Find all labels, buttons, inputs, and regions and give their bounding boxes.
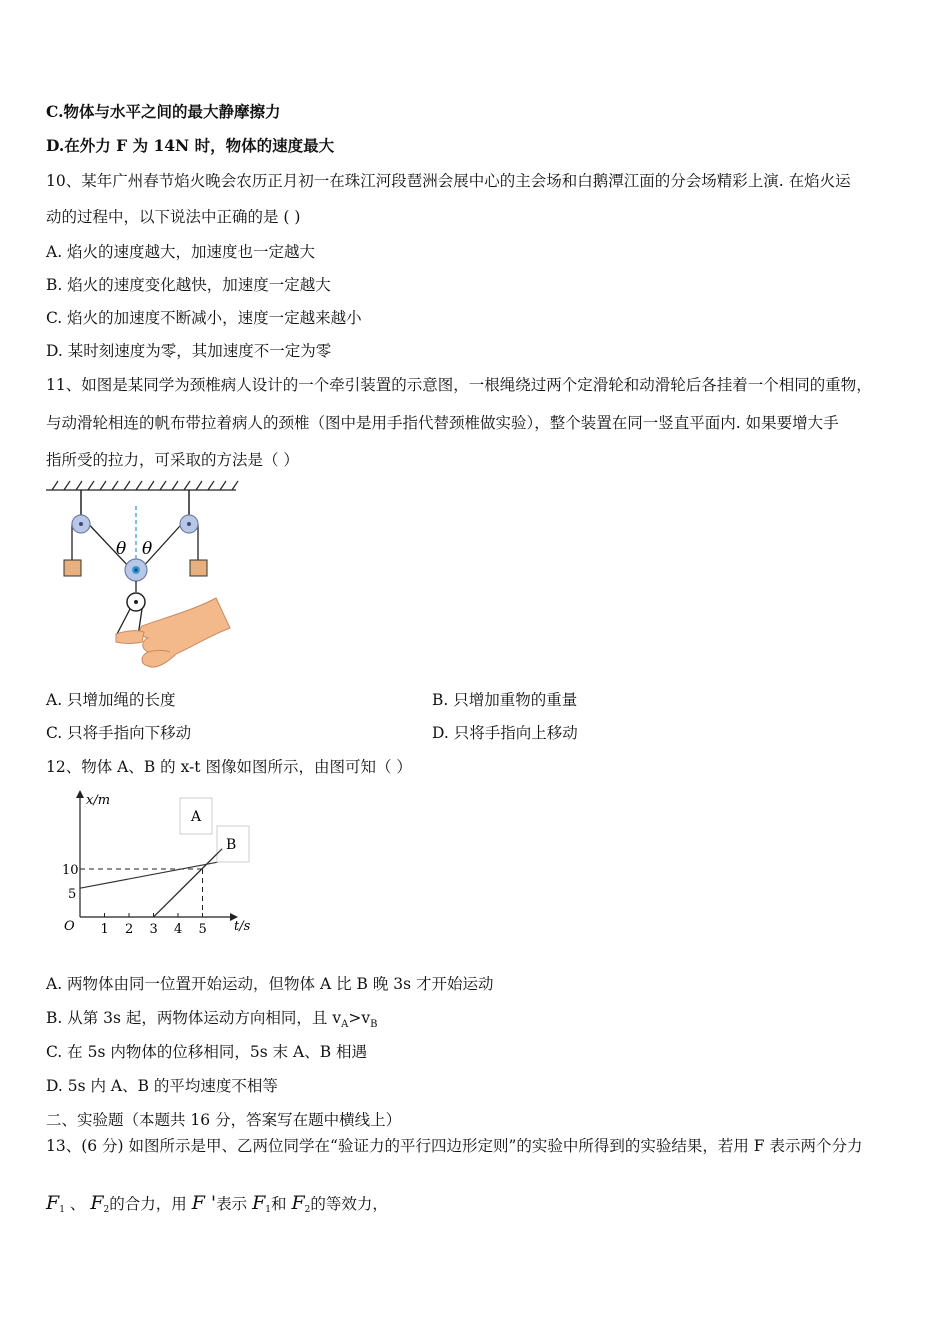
q13-stem-line1: 13、(6 分) 如图所示是甲、乙两位同学在“验证力的平行四边形定则”的实验中所得到的实验结果，若用 F 表示两个分力 [46, 1137, 863, 1155]
movable-pulley [125, 559, 147, 581]
q12-option-d: D. 5s 内 A、B 的平均速度不相等 [46, 1077, 278, 1095]
y-tick-label: 5 [68, 887, 77, 902]
q10-option-d: D. 某时刻速度为零，其加速度不一定为零 [46, 342, 332, 360]
q11-option-c: C. 只将手指向下移动 [46, 724, 192, 742]
q10-option-b: B. 焰火的速度变化越快，加速度一定越大 [46, 276, 331, 294]
q12-option-a: A. 两物体由同一位置开始运动，但物体 A 比 B 晚 3s 才开始运动 [46, 975, 494, 993]
q11-stem-line2: 与动滑轮相连的帆布带拉着病人的颈椎（图中是用手指代替颈椎做实验），整个装置在同一竖直平面内. 如果要增大手 [46, 414, 839, 432]
x-tick-label: 5 [198, 922, 207, 937]
x-axis-label: t/s [234, 919, 251, 934]
x-tick-label: 4 [174, 922, 183, 937]
x-tick-label: 2 [125, 922, 134, 937]
weight-left [64, 560, 81, 576]
q11-stem-line3: 指所受的拉力，可采取的方法是（ ） [46, 451, 299, 469]
q11-option-a: A. 只增加绳的长度 [46, 691, 176, 709]
x-tick-label: 1 [100, 922, 109, 937]
x-tick-label: 3 [149, 922, 158, 937]
angle-theta-right: θ [142, 539, 153, 559]
q10-stem-line2: 动的过程中，以下说法中正确的是 ( ) [46, 208, 301, 226]
y-axis-label: x/m [86, 793, 111, 808]
series-line-a-overlay [154, 849, 223, 917]
q9-option-c: C.物体与水平之间的最大静摩擦力 [46, 102, 281, 121]
q10-option-a: A. 焰火的速度越大，加速度也一定越大 [46, 243, 316, 261]
series-label-b: B [226, 837, 237, 853]
y-axis-arrow [76, 790, 84, 798]
angle-theta-left: θ [116, 539, 127, 559]
q11-option-b: B. 只增加重物的重量 [432, 691, 578, 709]
series-label-a: A [191, 809, 202, 825]
fixed-pulley-left [72, 515, 90, 533]
q10-stem-line1: 10、某年广州春节焰火晚会农历正月初一在珠江河段琶洲会展中心的主会场和白鹅潭江面的分会场精彩上演. 在焰火运 [46, 172, 851, 190]
q11-stem-line1: 11、如图是某同学为颈椎病人设计的一个牵引装置的示意图，一根绳绕过两个定滑轮和动滑轮后各挂着一个相同的重物， [46, 376, 872, 394]
section-title-experiment: 二、实验题（本题共 16 分，答案写在题中横线上） [46, 1111, 402, 1129]
series-line-b [80, 861, 222, 888]
weight-right [190, 560, 207, 576]
q11-option-d: D. 只将手指向上移动 [432, 724, 578, 742]
traction-device-figure [44, 478, 244, 678]
q10-option-c: C. 焰火的加速度不断减小，速度一定越来越小 [46, 309, 362, 327]
origin-label: O [64, 919, 75, 934]
q12-option-c: C. 在 5s 内物体的位移相同，5s 末 A、B 相遇 [46, 1043, 368, 1061]
q13-stem-line2: F1 、 F2的合力，用 F '表示 F1和 F2的等效力， [46, 1192, 388, 1215]
xt-graph [40, 782, 270, 952]
fixed-pulley-right [180, 515, 198, 533]
q12-option-b: B. 从第 3s 起，两物体运动方向相同，且 $v_A>v_B$ [46, 1009, 378, 1031]
y-tick-label: 10 [62, 863, 79, 878]
q12-stem: 12、物体 A、B 的 x-t 图像如图所示，由图可知（ ） [46, 758, 412, 776]
q9-option-d: D.在外力 F 为 14N 时，物体的速度最大 [46, 136, 335, 155]
ceiling-hatch [46, 481, 238, 490]
